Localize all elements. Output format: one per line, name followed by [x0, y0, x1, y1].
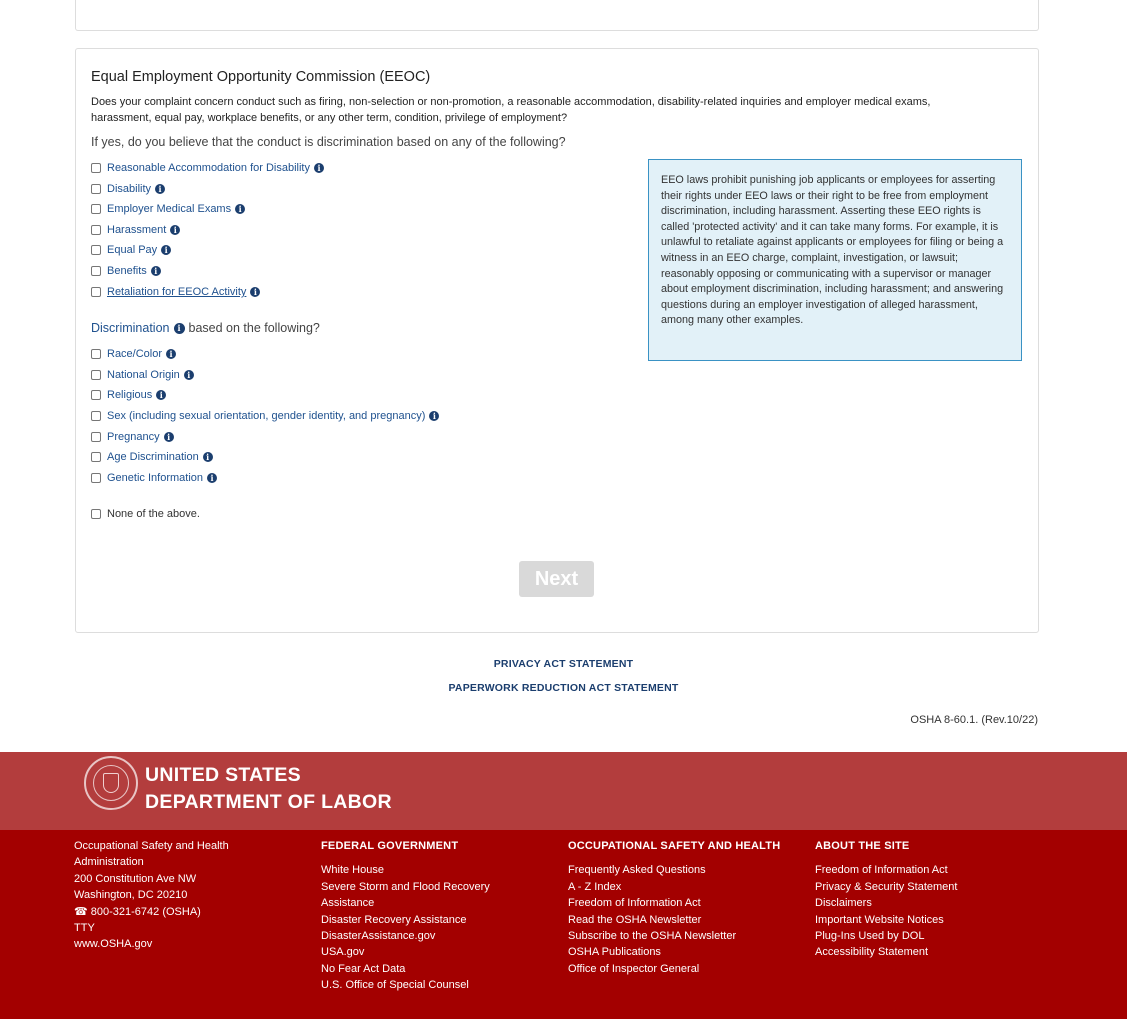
footer-link[interactable]: No Fear Act Data [321, 962, 406, 975]
info-icon[interactable]: i [235, 204, 245, 214]
option-label[interactable]: Harassment [107, 224, 167, 236]
checkbox[interactable] [91, 452, 101, 462]
footer-link[interactable]: Read the OSHA Newsletter [568, 913, 702, 926]
option-label[interactable]: Disability [107, 183, 152, 195]
footer-link[interactable]: Office of Inspector General [568, 962, 700, 975]
info-icon[interactable]: i [314, 163, 324, 173]
footer-link[interactable]: A - Z Index [568, 880, 622, 893]
eeoc-section-card [75, 48, 1039, 633]
footer-heading: ABOUT THE SITE [815, 840, 910, 852]
footer-link[interactable]: OSHA Publications [568, 946, 661, 959]
footer-federal-government [321, 838, 551, 994]
previous-section-card [75, 0, 1039, 31]
info-icon[interactable]: i [429, 411, 439, 421]
checkbox[interactable] [91, 370, 101, 380]
footer-link[interactable]: USA.gov [321, 946, 365, 959]
option-label[interactable]: Benefits [107, 265, 147, 277]
checkbox[interactable] [91, 349, 101, 359]
info-icon[interactable]: i [207, 473, 217, 483]
footer-link[interactable]: Severe Storm and Flood Recovery [321, 880, 490, 893]
option-label[interactable]: Equal Pay [107, 244, 158, 256]
option-label[interactable]: Sex (including sexual orientation, gender identity, and pregnancy) [107, 410, 426, 422]
info-icon[interactable]: i [156, 390, 166, 400]
dol-seal-icon[interactable] [84, 756, 138, 810]
option-pregnancy[interactable] [91, 429, 174, 445]
site-footer [0, 830, 1127, 1019]
footer-link[interactable]: Privacy & Security Statement [815, 880, 958, 893]
footer-heading: OCCUPATIONAL SAFETY AND HEALTH [568, 840, 781, 852]
option-age-discrimination[interactable] [91, 449, 213, 465]
info-icon[interactable]: i [166, 349, 176, 359]
address-line: Occupational Safety and Health [74, 840, 229, 852]
option-label[interactable]: Reasonable Accommodation for Disability [107, 162, 310, 174]
option-label[interactable]: Religious [107, 389, 153, 401]
option-label[interactable]: Age Discrimination [107, 451, 199, 463]
info-icon[interactable]: i [155, 184, 165, 194]
dol-line-1: UNITED STATES [145, 764, 301, 786]
option-national-origin[interactable] [91, 367, 194, 383]
info-icon[interactable]: i [174, 323, 185, 334]
checkbox[interactable] [91, 390, 101, 400]
footer-link[interactable]: Subscribe to the OSHA Newsletter [568, 930, 737, 943]
option-equal-pay[interactable] [91, 242, 171, 258]
option-benefits[interactable] [91, 263, 161, 279]
option-sex[interactable] [91, 408, 439, 424]
checkbox[interactable] [91, 184, 101, 194]
form-number: OSHA 8-60.1. (Rev.10/22) [910, 714, 1038, 726]
phone-link[interactable]: ☎ 800-321-6742 (OSHA) [74, 905, 201, 918]
address-line: 200 Constitution Ave NW [74, 872, 197, 885]
option-religious[interactable] [91, 387, 166, 403]
next-button[interactable]: Next [519, 561, 594, 597]
privacy-act-link[interactable]: PRIVACY ACT STATEMENT [493, 658, 634, 670]
checkbox[interactable] [91, 432, 101, 442]
footer-link[interactable]: Freedom of Information Act [815, 864, 948, 877]
option-genetic-information[interactable] [91, 470, 217, 486]
option-label[interactable]: None of the above. [107, 508, 200, 520]
info-icon[interactable]: i [164, 432, 174, 442]
section-title: Equal Employment Opportunity Commission (EEOC) [91, 69, 431, 85]
footer-link[interactable]: Freedom of Information Act [568, 897, 701, 910]
info-icon[interactable]: i [151, 266, 161, 276]
dol-line-2: DEPARTMENT OF LABOR [145, 791, 392, 813]
eeoc-question: Does your complaint concern conduct such as firing, non-selection or non-promotion, a reasonable accommodation, disability-related inquiries and employer medical exams, harassment, equal pay, workplace benefits, or any other term, condition, privilege of employment? [91, 96, 931, 124]
retaliation-info-box: EEO laws prohibit punishing job applicants or employees for asserting their rights under EEO laws or their right to be free from employment discrimination, including harassment. Asserting these EEO rights is called 'protected activity' and it can take many forms. For example, it is unlawful to retaliate against applicants or employees for filing or being a witness in an EEO charge, complaint, investigation, or lawsuit; reasonably opposing or communicating with a supervisor or manager about employment discrimination, including harassment; and answering questions during an employer investigation of alleged harassment, among many other examples. [648, 159, 1022, 361]
discrimination-heading [91, 321, 320, 335]
checkbox[interactable] [91, 266, 101, 276]
info-icon[interactable]: i [250, 287, 260, 297]
option-harassment[interactable] [91, 222, 180, 238]
option-disability[interactable] [91, 181, 165, 197]
footer-address [74, 838, 274, 953]
option-label[interactable]: Retaliation for EEOC Activity [107, 286, 247, 298]
footer-osha [568, 838, 808, 977]
footer-link[interactable]: Assistance [321, 897, 375, 910]
option-employer-medical-exams[interactable] [91, 201, 245, 217]
option-none-of-the-above[interactable] [91, 506, 200, 522]
footer-link[interactable]: DisasterAssistance.gov [321, 930, 436, 943]
checkbox[interactable] [91, 245, 101, 255]
info-icon[interactable]: i [161, 245, 171, 255]
dol-wordmark[interactable] [145, 762, 392, 816]
discrimination-link[interactable]: Discrimination [91, 321, 170, 335]
footer-heading: FEDERAL GOVERNMENT [321, 840, 459, 852]
footer-about [815, 838, 1055, 961]
option-label[interactable]: Genetic Information [107, 472, 203, 484]
eeoc-subquestion: If yes, do you believe that the conduct is discrimination based on any of the following? [91, 135, 566, 149]
option-retaliation[interactable] [91, 284, 260, 300]
checkbox[interactable] [91, 287, 101, 297]
footer-link[interactable]: Disclaimers [815, 897, 872, 910]
option-race-color[interactable] [91, 346, 176, 362]
footer-link[interactable]: Plug-Ins Used by DOL [815, 930, 925, 943]
footer-link[interactable]: Frequently Asked Questions [568, 864, 706, 877]
discrimination-heading-rest: based on the following? [188, 321, 320, 335]
footer-link[interactable]: U.S. Office of Special Counsel [321, 979, 469, 992]
option-label[interactable]: National Origin [107, 369, 180, 381]
checkbox[interactable] [91, 411, 101, 421]
address-line: Washington, DC 20210 [74, 889, 188, 902]
info-icon[interactable]: i [203, 452, 213, 462]
paperwork-reduction-link[interactable]: PAPERWORK REDUCTION ACT STATEMENT [448, 682, 679, 694]
checkbox[interactable] [91, 204, 101, 214]
option-label[interactable]: Pregnancy [107, 431, 160, 443]
info-icon[interactable]: i [184, 370, 194, 380]
footer-link[interactable]: Disaster Recovery Assistance [321, 913, 467, 926]
checkbox[interactable] [91, 473, 101, 483]
footer-link[interactable]: White House [321, 864, 384, 877]
checkbox[interactable] [91, 163, 101, 173]
osha-site-link[interactable]: www.OSHA.gov [74, 938, 153, 951]
footer-link[interactable]: Accessibility Statement [815, 946, 929, 959]
info-icon[interactable]: i [170, 225, 180, 235]
option-label[interactable]: Employer Medical Exams [107, 203, 232, 215]
footer-link[interactable]: Important Website Notices [815, 913, 944, 926]
checkbox[interactable] [91, 509, 101, 519]
checkbox[interactable] [91, 225, 101, 235]
option-label[interactable]: Race/Color [107, 348, 163, 360]
option-reasonable-accommodation[interactable] [91, 160, 324, 176]
address-line: Administration [74, 856, 144, 869]
tty-link[interactable]: TTY [74, 922, 95, 935]
